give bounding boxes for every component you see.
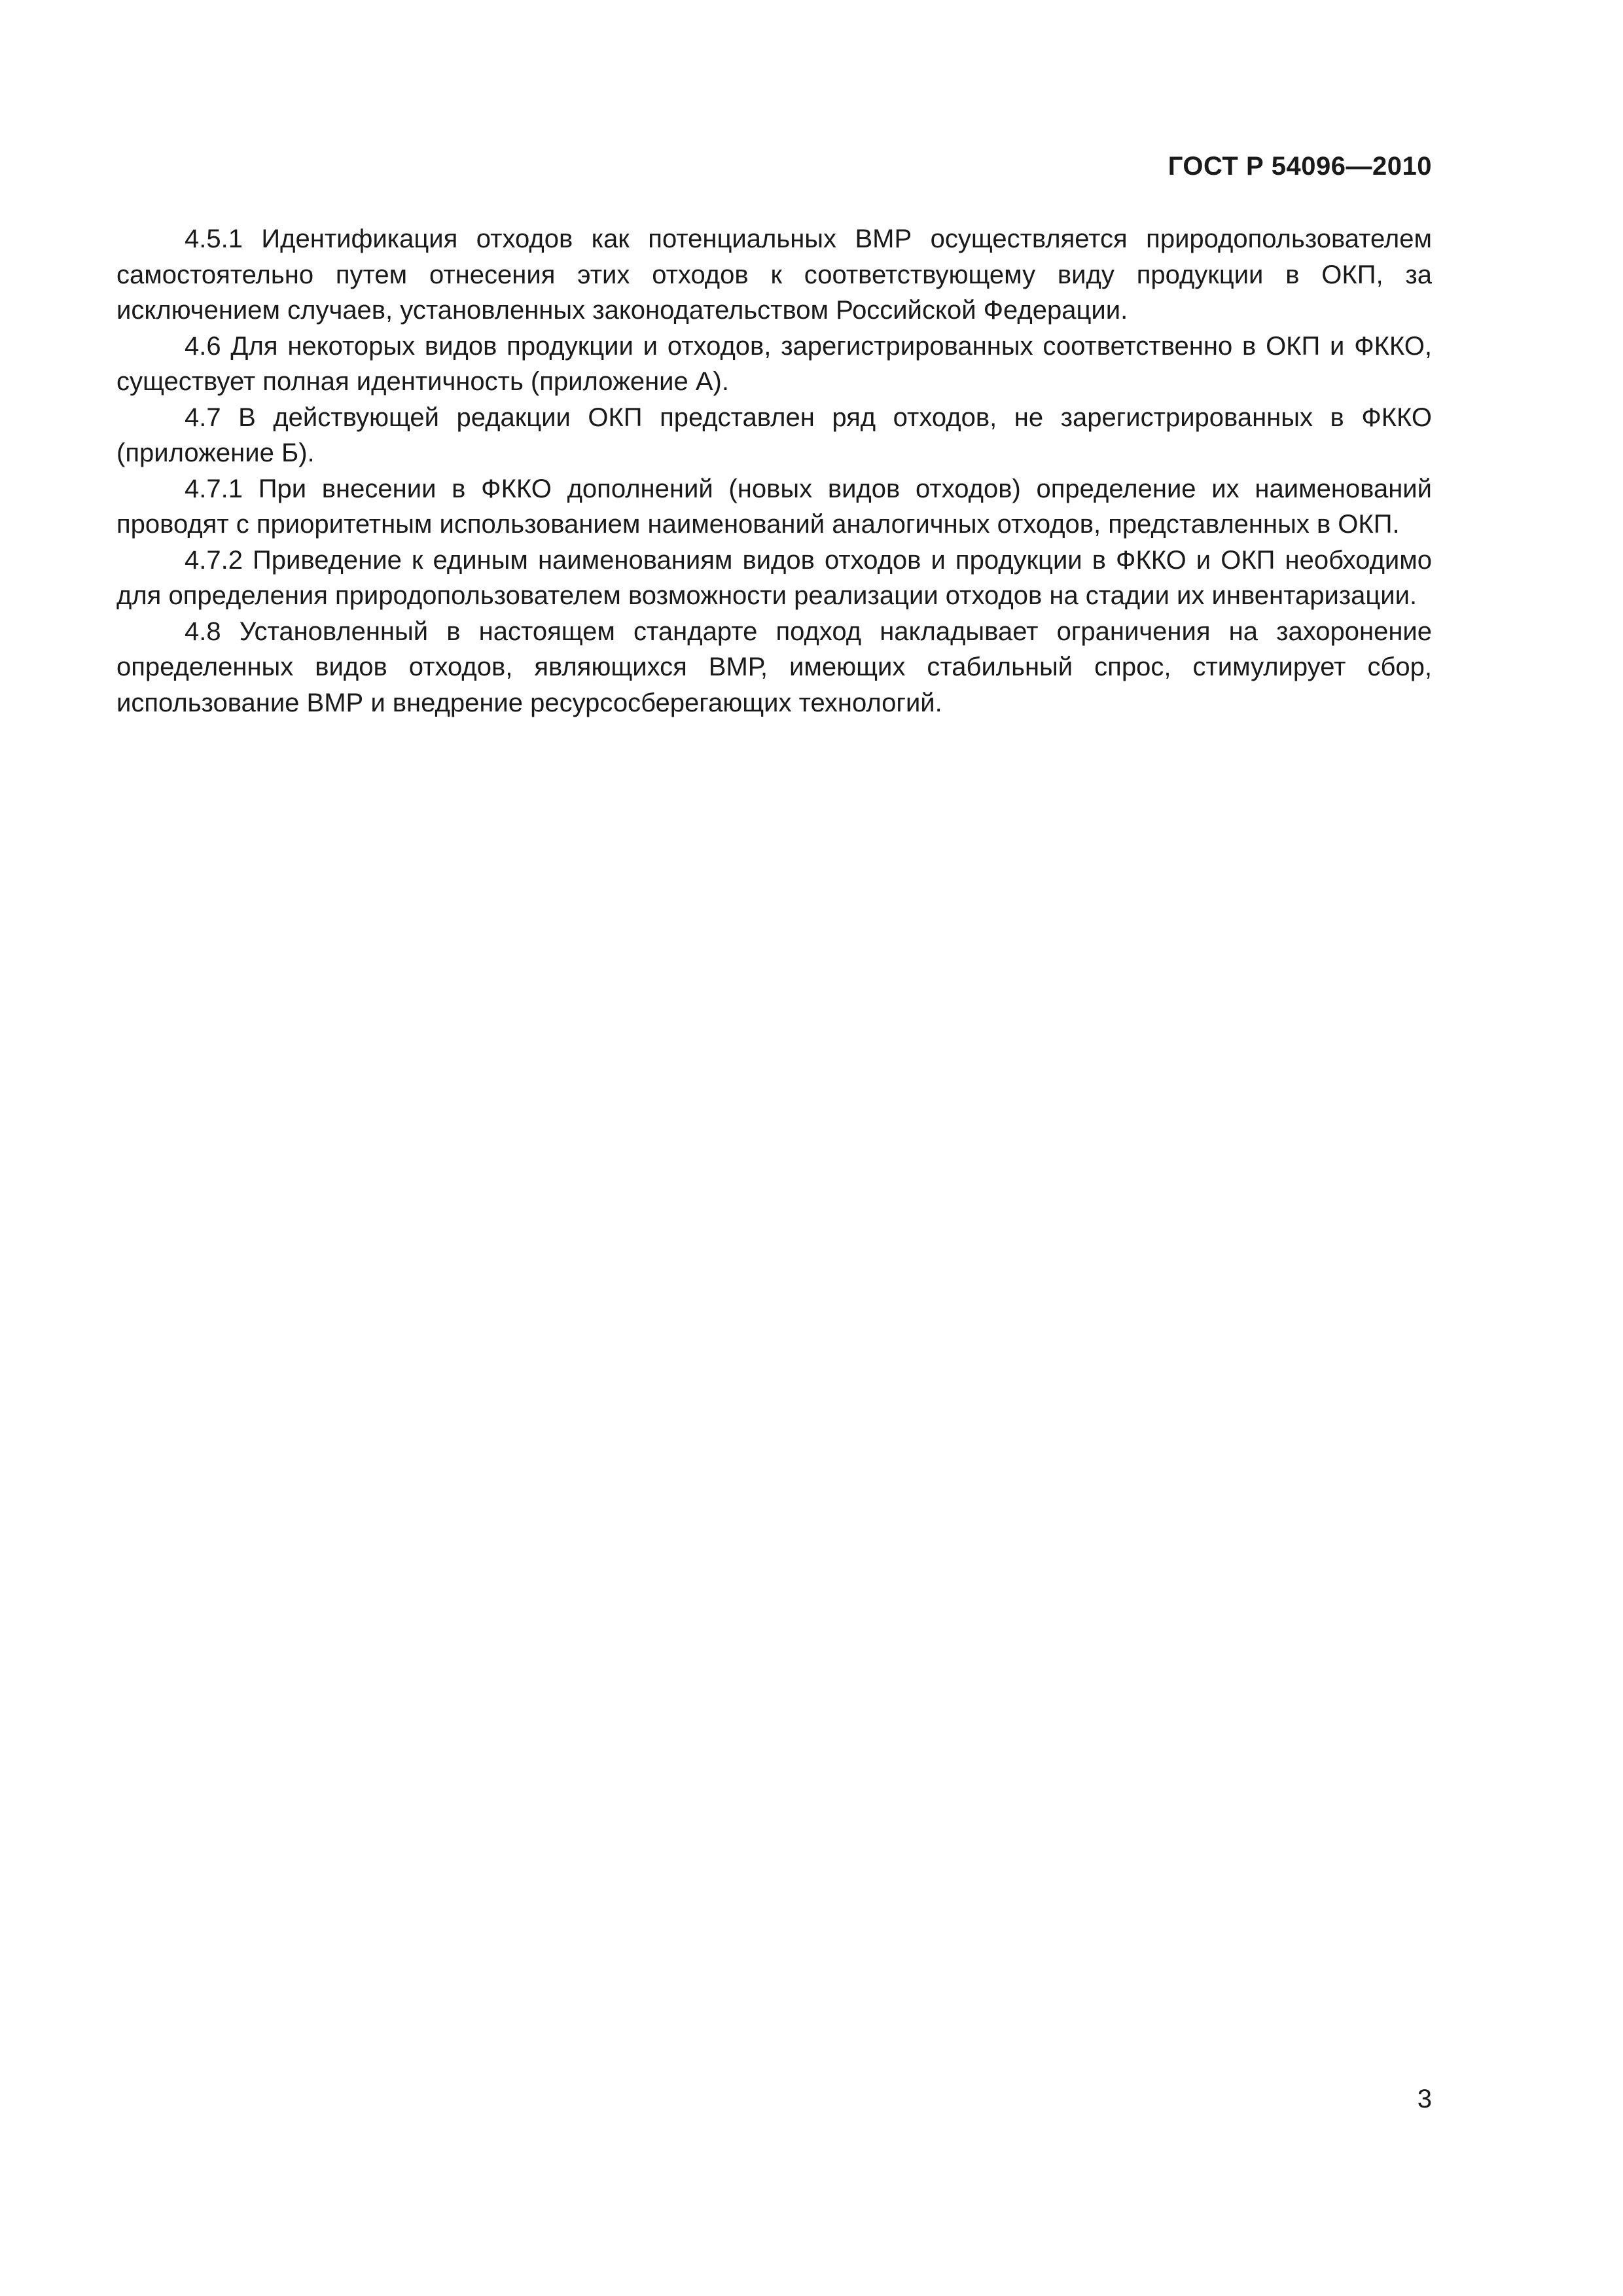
standard-code: ГОСТ Р 54096—2010 (1168, 152, 1432, 181)
paragraph-4-7-1: 4.7.1 При внесении в ФККО дополнений (новых видов отходов) определение их наименований проводят с приоритетным использованием наименований аналогичных отходов, представленных в ОКП. (116, 474, 1432, 539)
paragraph-4-7-2: 4.7.2 Приведение к единым наименованиям видов отходов и продукции в ФККО и ОКП необходимо для определения природопользователем возможности реализации отходов на стадии их инвентаризации. (116, 545, 1432, 610)
document-body (116, 221, 1432, 721)
paragraph-4-5-1: 4.5.1 Идентификация отходов как потенциальных ВМР осуществляется природопользователем самостоятельно путем отнесения этих отходов к соответствующему виду продукции в ОКП, за исключением случаев, установленных законодательством Российской Федерации. (116, 224, 1432, 325)
paragraph-4-7: 4.7 В действующей редакции ОКП представлен ряд отходов, не зарегистрированных в ФККО (приложение Б). (116, 403, 1432, 467)
page-number: 3 (1417, 2085, 1432, 2113)
paragraph-4-6: 4.6 Для некоторых видов продукции и отходов, зарегистрированных соответственно в ОКП и ФККО, существует полная идентичность (приложение А). (116, 331, 1432, 396)
paragraph-4-8: 4.8 Установленный в настоящем стандарте подход накладывает ограничения на захоронение определенных видов отходов, являющихся ВМР, имеющих стабильный спрос, стимулирует сбор, использование ВМР и внедрение ресурсосберегающих технологий. (116, 617, 1432, 717)
